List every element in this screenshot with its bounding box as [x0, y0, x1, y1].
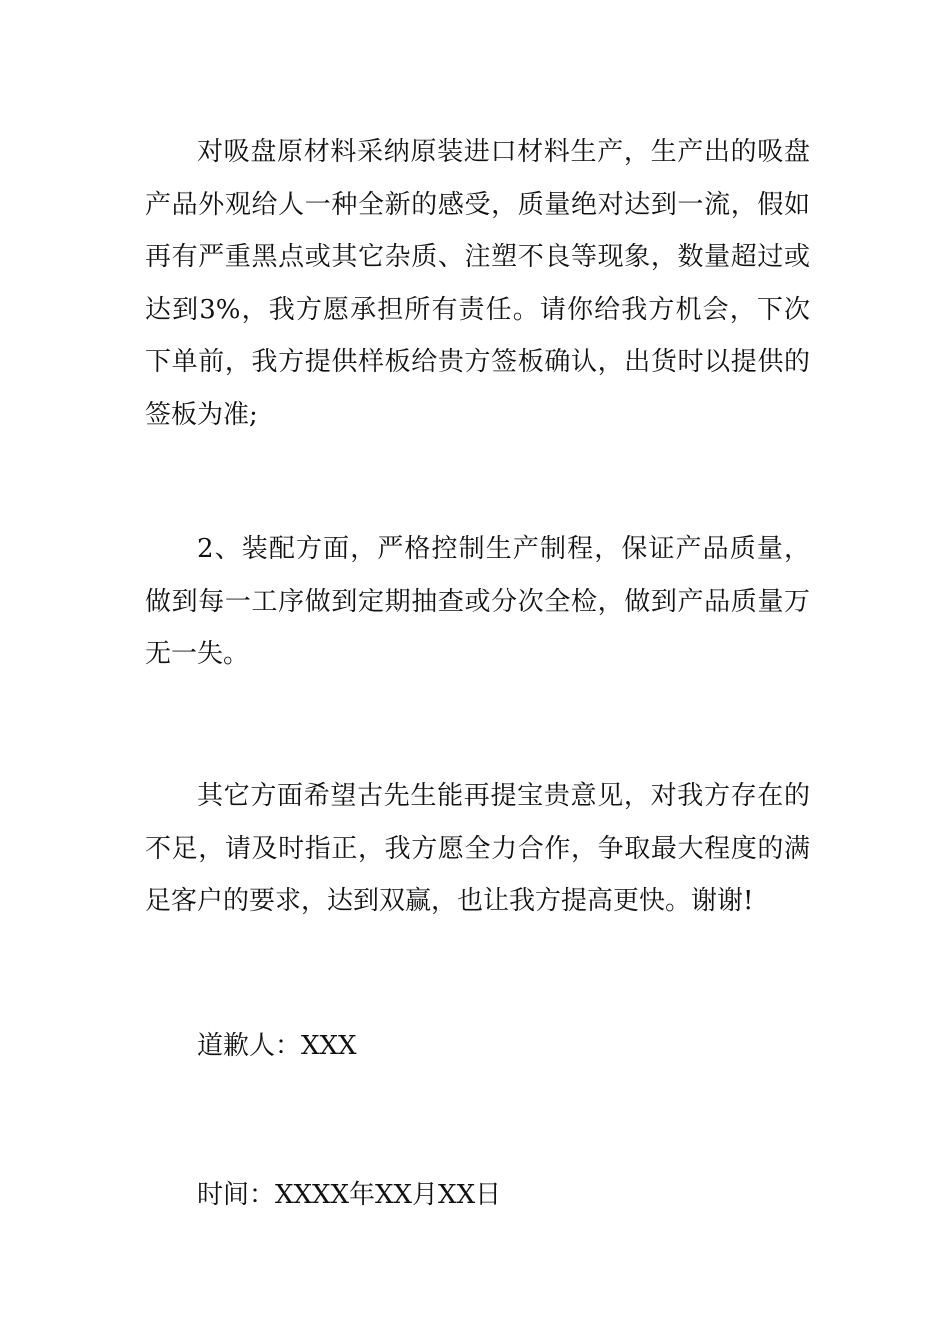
paragraph-materials: 对吸盘原材料采纳原装进口材料生产，生产出的吸盘产品外观给人一种全新的感受，质量绝对达到一流，假如再有严重黑点或其它杂质、注塑不良等现象，数量超过或达到3%，我方愿承担所有责任。请你给我方机会，下次下单前，我方提供样板给贵方签板确认，出货时以提供的签板为准;	[145, 137, 810, 430]
paragraph-closing: 其它方面希望古先生能再提宝贵意见，对我方存在的不足，请及时指正，我方愿全力合作，争取最大程度的满足客户的要求，达到双赢，也让我方提高更快。谢谢!	[145, 781, 810, 916]
signature-line: 道歉人：XXX	[197, 1031, 357, 1061]
date-line: 时间：XXXX年XX月XX日	[197, 1180, 502, 1210]
paragraph-assembly: 2、装配方面，严格控制生产制程，保证产品质量，做到每一工序做到定期抽查或分次全检，做到产品质量万无一失。	[145, 534, 810, 669]
